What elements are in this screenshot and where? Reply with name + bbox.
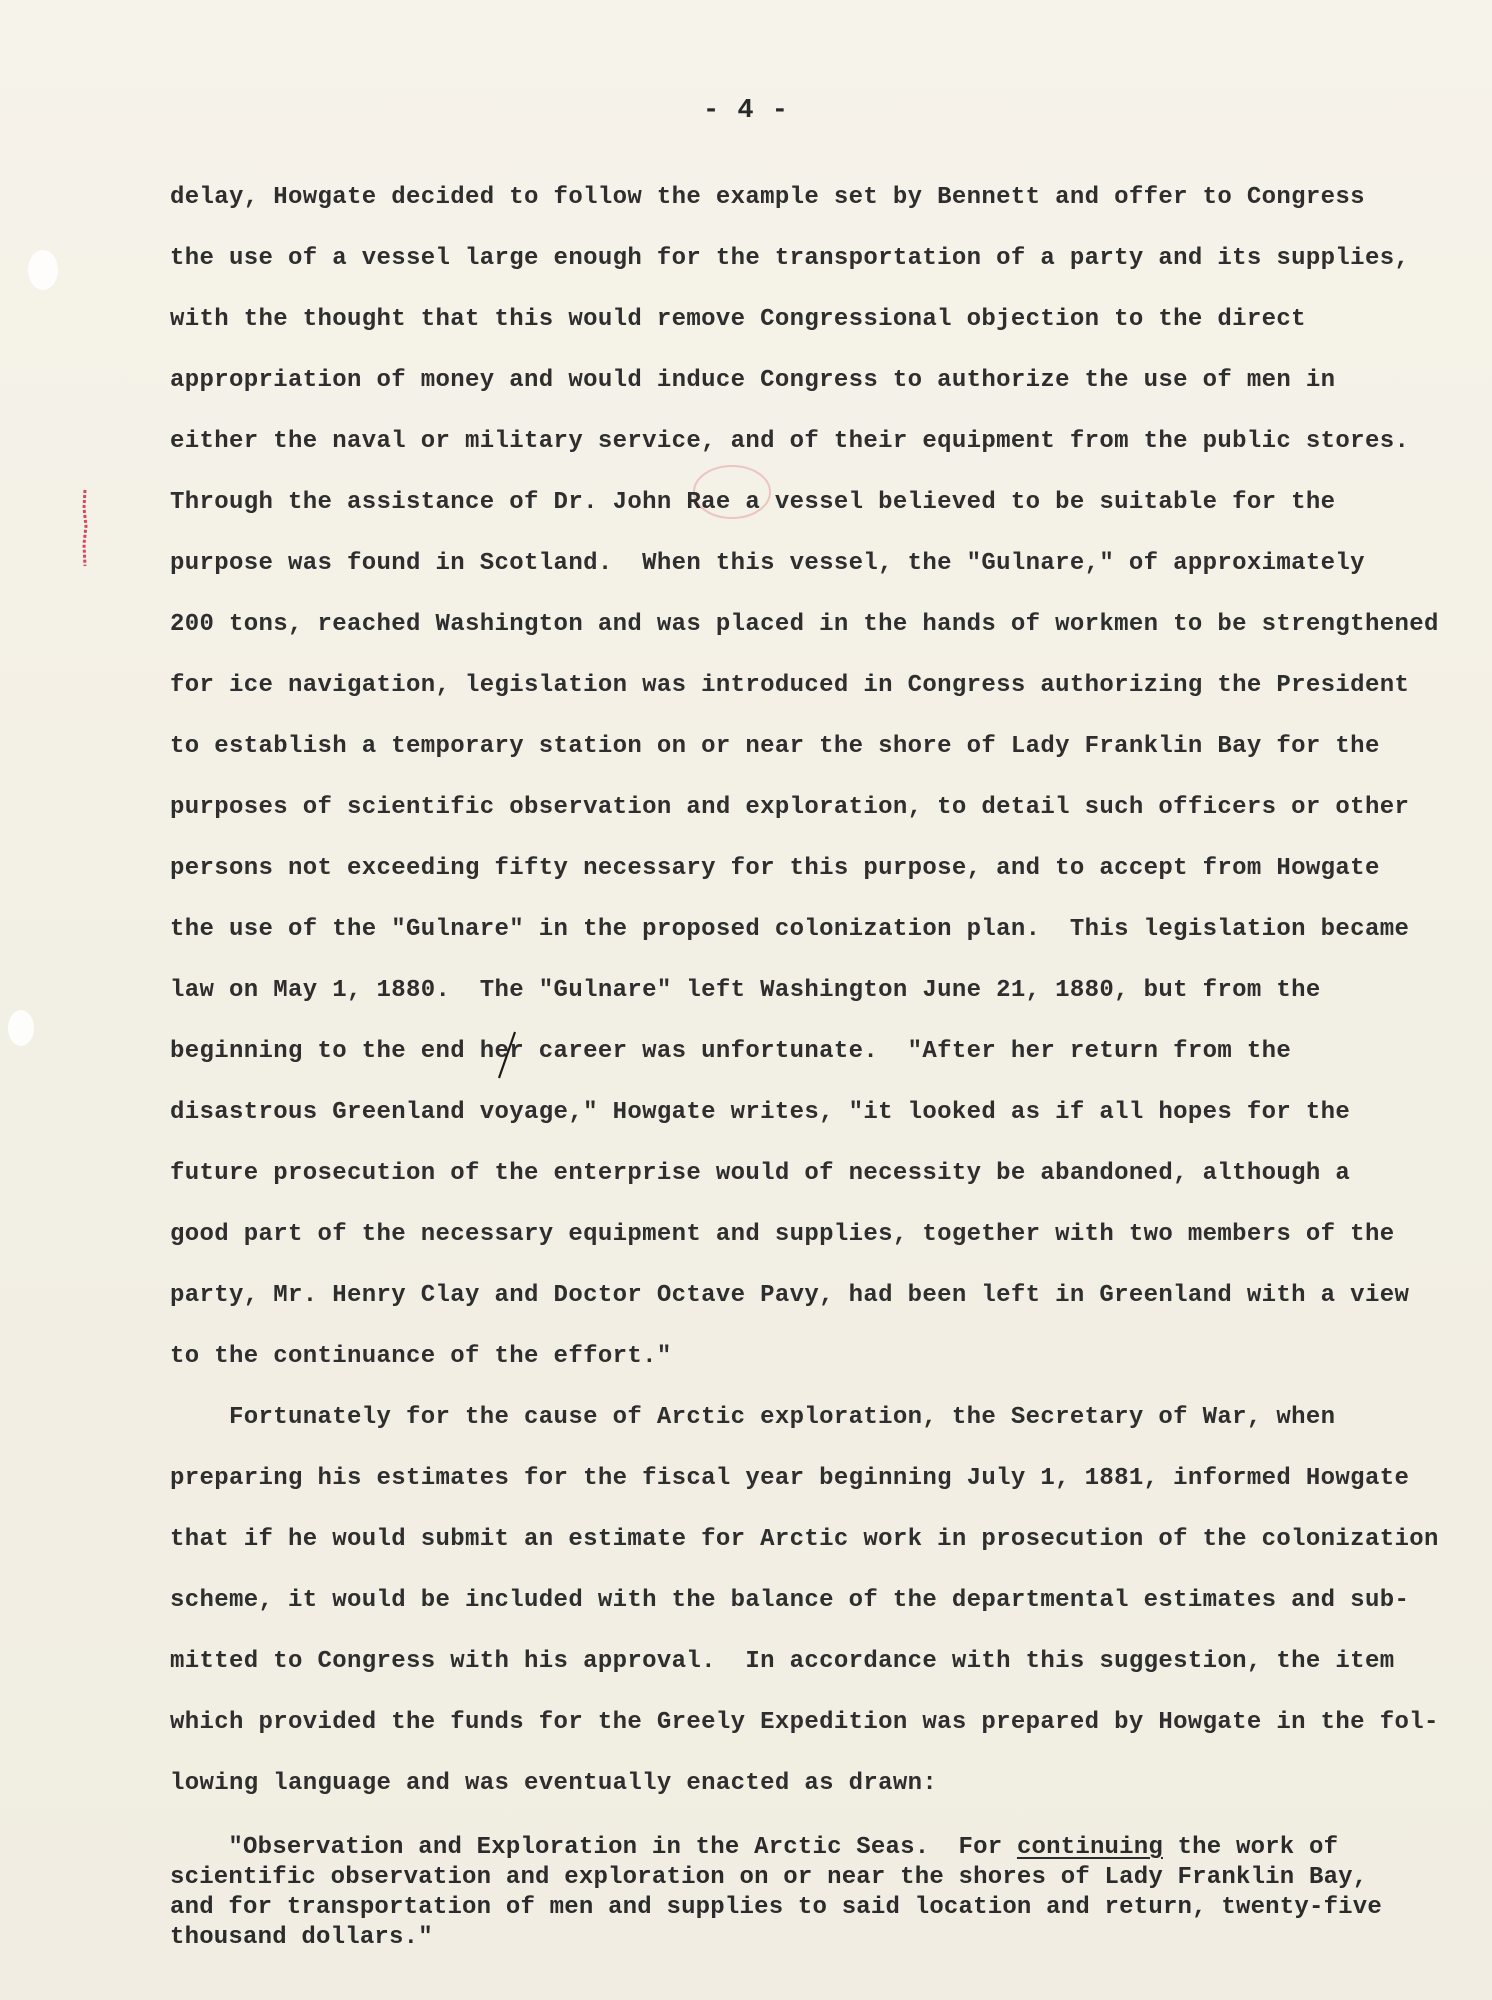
quote-text: "Observation and Exploration in the Arctic Seas. For: [170, 1834, 1017, 1861]
text-line: mitted to Congress with his approval. In accordance with this suggestion, the item: [170, 1648, 1395, 1675]
text-line: the use of the "Gulnare" in the proposed colonization plan. This legislation became: [170, 916, 1410, 943]
text-line: disastrous Greenland voyage," Howgate writes, "it looked as if all hopes for the: [170, 1099, 1351, 1126]
quote-line: thousand dollars.": [170, 1924, 433, 1951]
text-line: which provided the funds for the Greely Expedition was prepared by Howgate in the fol-: [170, 1709, 1439, 1736]
quote-line: and for transportation of men and supplies to said location and return, twenty-five: [170, 1894, 1382, 1921]
text-line: that if he would submit an estimate for Arctic work in prosecution of the colonization: [170, 1526, 1439, 1553]
quote-line: [170, 1833, 1338, 1863]
underlined-word: continuing: [1016, 1834, 1163, 1861]
text-line: Through the assistance of Dr. John Rae a vessel believed to be suitable for the: [170, 489, 1336, 516]
text-line: to establish a temporary station on or near the shore of Lady Franklin Bay for the: [170, 733, 1380, 760]
text-line: party, Mr. Henry Clay and Doctor Octave Pavy, had been left in Greenland with a view: [170, 1282, 1410, 1309]
text-line: either the naval or military service, and of their equipment from the public stores.: [170, 428, 1410, 455]
text-line: 200 tons, reached Washington and was placed in the hands of workmen to be strengthened: [170, 611, 1439, 638]
quote-text: the work of: [1162, 1834, 1339, 1861]
quote-line: scientific observation and exploration on or near the shores of Lady Franklin Bay,: [170, 1864, 1368, 1891]
text-line: future prosecution of the enterprise would of necessity be abandoned, although a: [170, 1160, 1351, 1187]
text-line: lowing language and was eventually enacted as drawn:: [170, 1770, 938, 1797]
paper-tear-mark: [28, 250, 58, 290]
text-line: persons not exceeding fifty necessary for this purpose, and to accept from Howgate: [170, 855, 1380, 882]
page-number: - 4 -: [702, 96, 789, 126]
red-margin-mark-icon: [80, 488, 90, 568]
text-line: with the thought that this would remove Congressional objection to the direct: [170, 306, 1306, 333]
text-line: appropriation of money and would induce Congress to authorize the use of men in: [170, 367, 1336, 394]
text-line: delay, Howgate decided to follow the example set by Bennett and offer to Congress: [170, 184, 1365, 211]
text-line: to the continuance of the effort.": [170, 1343, 672, 1370]
text-line: preparing his estimates for the fiscal year beginning July 1, 1881, informed Howgate: [170, 1465, 1410, 1492]
text-line: purpose was found in Scotland. When this vessel, the "Gulnare," of approximately: [170, 550, 1365, 577]
text-line: purposes of scientific observation and exploration, to detail such officers or other: [170, 794, 1410, 821]
text-line: good part of the necessary equipment and supplies, together with two members of the: [170, 1221, 1395, 1248]
text-line: beginning to the end her career was unfortunate. "After her return from the: [170, 1038, 1292, 1065]
text-line: Fortunately for the cause of Arctic exploration, the Secretary of War, when: [170, 1404, 1336, 1431]
text-line: the use of a vessel large enough for the transportation of a party and its supplies,: [170, 245, 1410, 272]
text-line: scheme, it would be included with the balance of the departmental estimates and sub-: [170, 1587, 1410, 1614]
text-line: law on May 1, 1880. The "Gulnare" left Washington June 21, 1880, but from the: [170, 977, 1321, 1004]
paper-tear-mark: [8, 1010, 34, 1046]
text-line: for ice navigation, legislation was introduced in Congress authorizing the President: [170, 672, 1410, 699]
